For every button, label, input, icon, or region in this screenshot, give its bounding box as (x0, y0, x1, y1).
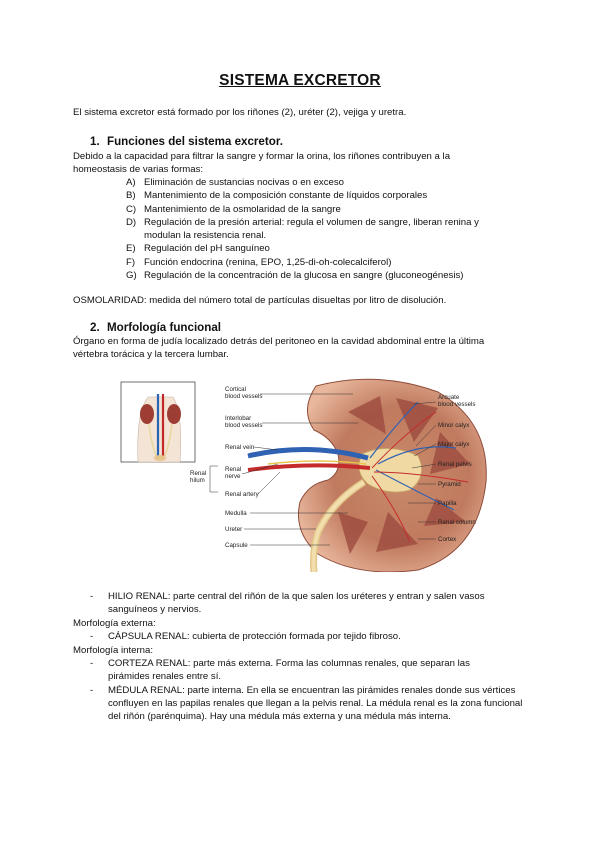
list-letter: B) (126, 190, 136, 202)
label-renal-hilum-1: Renal (190, 470, 207, 477)
list-text: Regulación de la concentración de la glucosa en sangre (gluconeogénesis) (144, 270, 464, 282)
page-title: SISTEMA EXCRETOR (219, 72, 381, 89)
list-letter: F) (126, 256, 136, 268)
list-item (126, 176, 526, 189)
label-minor-calyx: Minor calyx (438, 422, 470, 429)
label-papilla: Papilla (438, 500, 457, 507)
list-dash: - (90, 684, 94, 696)
label-capsule: Capsule (225, 542, 248, 549)
list-text: Eliminación de sustancias nocivas o en exceso (144, 177, 344, 188)
section-number: 1. (90, 135, 100, 148)
list-text (108, 590, 530, 617)
list-letter: D) (126, 216, 137, 228)
list-item (126, 242, 526, 255)
label-renal-artery: Renal artery (225, 491, 259, 498)
intro-paragraph: El sistema excretor está formado por los riñones (2), uréter (2), vejiga y uretra. (73, 107, 407, 118)
label-renal-vein: Renal vein (225, 444, 255, 451)
label-interlobar-1: Interlobar (225, 415, 252, 422)
label-renal-column: Renal column (438, 519, 476, 526)
label-interlobar-2: blood vessels (225, 422, 263, 429)
section2-lead-line2: vértebra torácica y la tercera lumbar. (73, 349, 229, 360)
list-letter: G) (126, 270, 137, 282)
list-item (90, 590, 530, 617)
label-major-calyx: Major calyx (438, 441, 470, 448)
list-dash: - (90, 631, 94, 642)
label-renal-hilum-2: hilum (190, 477, 205, 484)
section-heading-text: Morfología funcional (107, 321, 221, 334)
list-item (90, 657, 530, 684)
morf-interna-list (90, 657, 530, 723)
hilio-list (90, 590, 530, 617)
label-medulla: Medulla (225, 510, 247, 517)
list-item (90, 630, 530, 643)
list-text: CORTEZA RENAL: parte más externa. Forma las columnas renales, que separan las pirámides renales entre sí. (108, 658, 470, 683)
section-heading-text: Funciones del sistema excretor. (107, 135, 283, 148)
label-renal-nerve-1: Renal (225, 466, 242, 473)
label-cortex: Cortex (438, 536, 457, 543)
section1-lead-line2: homeostasis de varias formas: (73, 164, 204, 175)
list-item (126, 256, 526, 269)
list-text: Función endocrina (renina, EPO, 1,25-di-oh-colecalciferol) (144, 256, 392, 268)
list-text: CÁPSULA RENAL: cubierta de protección formada por tejido fibroso. (108, 631, 401, 642)
morf-externa-heading: Morfología externa: (73, 618, 156, 629)
section2-lead-line1: Órgano en forma de judía localizado detrás del peritoneo en la cavidad abdominal entre la última (73, 336, 485, 347)
label-arcuate-1: Arcuate (438, 394, 460, 401)
label-renal-pelvis: Renal pelvis (438, 461, 472, 468)
label-pyramid: Pyramid (438, 481, 461, 488)
hilio-line2: sanguíneos y nervios. (108, 604, 202, 616)
list-item (126, 216, 526, 243)
label-ureter: Ureter (225, 526, 243, 533)
list-text: Mantenimiento de la osmolaridad de la sangre (144, 203, 341, 215)
list-dash: - (90, 658, 94, 669)
label-cortical-2: blood vessels (225, 393, 263, 400)
osmolaridad-definition: OSMOLARIDAD: medida del número total de partículas disueltas por litro de disolución. (73, 295, 447, 306)
morf-interna-heading: Morfología interna: (73, 645, 153, 656)
label-renal-nerve-2: nerve (225, 473, 241, 480)
functions-list (126, 176, 526, 282)
section1-lead-line1: Debido a la capacidad para filtrar la sangre y formar la orina, los riñones contribuyen a la (73, 151, 451, 162)
list-text: Regulación de la presión arterial: regula el volumen de sangre, liberan renina y modulan la resistencia renal. (144, 216, 479, 242)
list-text: MÉDULA RENAL: parte interna. En ella se encuentran las pirámides renales donde sus vértices confluyen en las papilas renales que llegan a la pelvis renal. La médula renal es la zona funcional del riñón (parénquima). Hay una médula más externa y una médula más interna. (108, 684, 523, 723)
list-item (126, 269, 526, 282)
list-letter: E) (126, 243, 136, 255)
list-dash: - (90, 591, 94, 602)
section-heading-1 (90, 135, 283, 148)
list-letter: A) (126, 177, 136, 188)
kidney-illustration (248, 379, 486, 572)
list-item (126, 189, 526, 202)
hilio-line1: HILIO RENAL: parte central del riñón de la que salen los uréteres y entran y salen vasos (108, 591, 485, 602)
section-heading-2 (90, 321, 221, 334)
label-cortical-1: Cortical (225, 386, 246, 393)
body-inset-image (121, 382, 195, 462)
list-text: Mantenimiento de la composición constante de líquidos corporales (144, 190, 428, 202)
list-item (90, 684, 530, 724)
list-letter: C) (126, 203, 137, 215)
label-arcuate-2: blood vessels (438, 401, 476, 408)
kidney-anatomy-figure (118, 372, 518, 572)
morf-externa-list (90, 630, 530, 643)
list-item (126, 203, 526, 216)
list-text: Regulación del pH sanguíneo (144, 243, 270, 255)
section-number: 2. (90, 321, 100, 334)
